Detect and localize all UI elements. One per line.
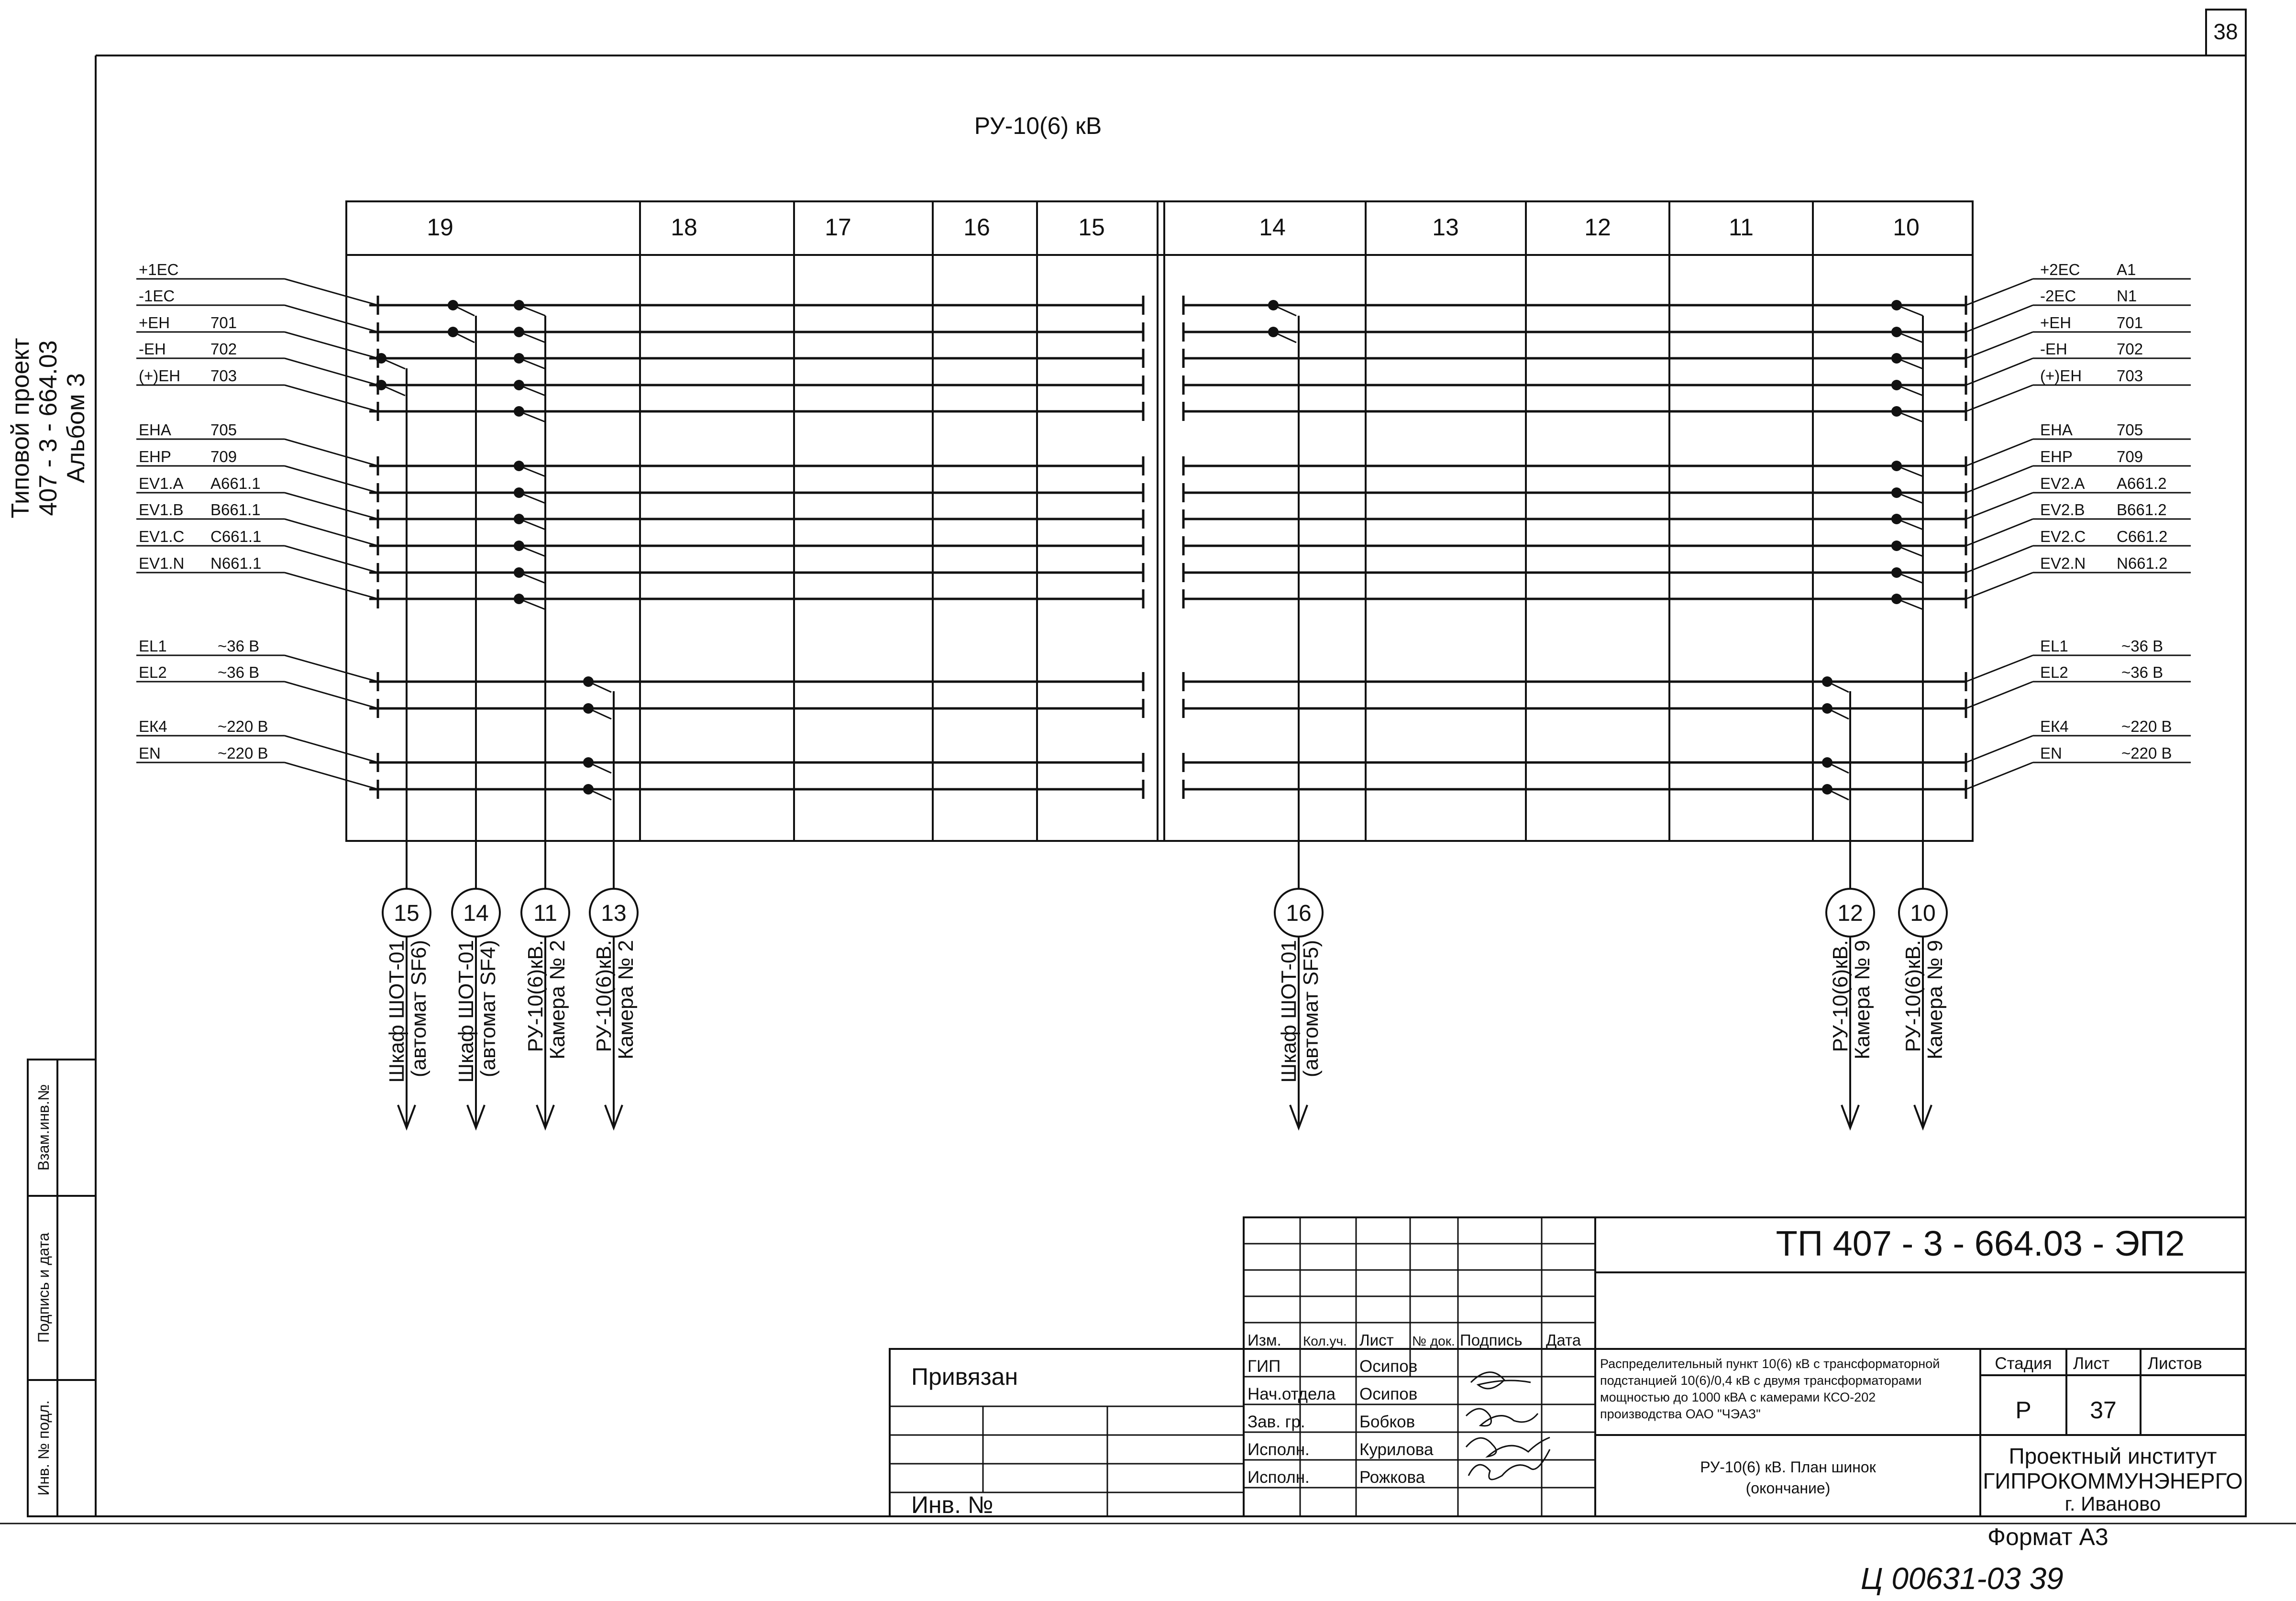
cable-label-line2: Камера № 2: [614, 940, 638, 1060]
tap-link: [588, 682, 611, 692]
bus-mark-left: ~220 В: [218, 744, 268, 762]
bus-leader-left: [285, 519, 378, 546]
bus-leader-left: [285, 493, 378, 519]
bus-leader-right: [1966, 305, 2033, 332]
bus-name-left: ЕНР: [139, 448, 171, 465]
signer-role-1: ГИП: [1247, 1357, 1281, 1376]
tap-link: [519, 599, 545, 609]
tap-link: [1827, 682, 1849, 692]
tap-link: [519, 305, 545, 316]
panel-number-14: 14: [1259, 214, 1286, 241]
bus-mark-left: A661.1: [210, 475, 261, 492]
bus-name-left: +1ЕС: [139, 261, 179, 278]
tap-link: [519, 385, 545, 396]
panel-number-15: 15: [1078, 214, 1105, 241]
tap-link: [1897, 305, 1923, 316]
panel-number-12: 12: [1584, 214, 1611, 241]
sheet-frame: [0, 10, 2296, 1524]
replaced-inv-cell: Взам.инв.№: [35, 1084, 52, 1171]
header-signature: Подпись: [1460, 1331, 1523, 1349]
bus-mark-right: 705: [2117, 421, 2143, 439]
tap-link: [519, 466, 545, 476]
tap-link: [1897, 573, 1923, 583]
signer-role-5: Исполн.: [1247, 1468, 1310, 1487]
bus-mark-left: C661.1: [210, 528, 262, 545]
bus-name-left: -ЕН: [139, 340, 166, 358]
bus-name-right: ЕN: [2040, 744, 2062, 762]
cable-label-line2: (автомат SF6): [407, 940, 430, 1078]
tap-link: [519, 332, 545, 342]
bus-name-left: EL1: [139, 637, 167, 655]
bus-mark-left: 702: [210, 340, 237, 358]
tap-link: [519, 573, 545, 583]
cable-label-line1: РУ-10(6)кВ.: [524, 940, 547, 1052]
bus-mark-left: 709: [210, 448, 237, 465]
org-line-2: ГИПРОКОММУНЭНЕРГО: [1983, 1469, 2243, 1493]
bus-name-right: +2ЕС: [2040, 261, 2080, 278]
inv-number-label: Инв. №: [911, 1491, 993, 1518]
bus-leader-right: [1966, 573, 2033, 599]
bus-mark-left: ~220 В: [218, 718, 268, 735]
bus-leader-right: [1966, 493, 2033, 519]
tap-link: [1827, 789, 1849, 800]
panel-number-19: 19: [427, 214, 453, 241]
tap-link: [1897, 493, 1923, 503]
bus-leader-left: [285, 736, 378, 762]
panel-number-11: 11: [1729, 214, 1754, 241]
sheets-label: Листов: [2148, 1354, 2202, 1373]
tap-link: [519, 519, 545, 530]
bus-mark-right: N661.2: [2117, 554, 2168, 572]
panel-number-10: 10: [1893, 214, 1920, 241]
signer-name-3: Бобков: [1359, 1413, 1415, 1431]
bound-label: Привязан: [911, 1363, 1018, 1390]
bus-mark-right: 702: [2117, 340, 2143, 358]
sheet-title-line-2: (окончание): [1745, 1480, 1831, 1497]
bus-leader-left: [285, 439, 378, 466]
bus-mark-right: B661.2: [2117, 501, 2167, 519]
bus-leader-left: [285, 655, 378, 682]
format-label: Формат А3: [1987, 1524, 2108, 1550]
bus-name-right: ЕНР: [2040, 448, 2073, 465]
bus-mark-right: ~220 В: [2121, 744, 2172, 762]
bus-leader-right: [1966, 332, 2033, 358]
tap-link: [1897, 466, 1923, 476]
tap-link: [1273, 305, 1296, 316]
tap-link: [1897, 332, 1923, 342]
bus-mark-right: C661.2: [2117, 528, 2168, 545]
bus-leader-left: [285, 546, 378, 573]
bus-mark-left: ~36 В: [218, 663, 260, 681]
tap-link: [1897, 411, 1923, 422]
tap-link: [519, 493, 545, 503]
cable-label-line2: Камера № 9: [1851, 940, 1874, 1060]
bus-leader-right: [1966, 519, 2033, 546]
cable-label-line2: Камера № 9: [1923, 940, 1947, 1060]
bus-mark-left: 705: [210, 421, 237, 439]
tap-link: [1897, 599, 1923, 609]
bus-leader-left: [285, 279, 378, 305]
bus-mark-right: ~220 В: [2121, 718, 2172, 735]
bus-name-left: EV1.B: [139, 501, 184, 519]
bus-leader-left: [285, 358, 378, 385]
bus-leader-left: [285, 466, 378, 493]
org-line-3: г. Иваново: [2064, 1492, 2161, 1515]
tap-link: [1827, 762, 1849, 773]
description-line-4: производства ОАО "ЧЭАЗ": [1600, 1407, 1761, 1421]
cable-label-line2: (автомат SF4): [476, 940, 500, 1078]
bus-leader-right: [1966, 546, 2033, 573]
bus-leader-right: [1966, 385, 2033, 411]
cable-label-line1: Шкаф ШОТ-01: [1277, 940, 1301, 1083]
archive-number: Ц 00631-03 39: [1861, 1561, 2064, 1596]
bus-name-right: EV2.C: [2040, 528, 2086, 545]
page-number: 38: [2213, 19, 2238, 44]
bus-labels: [139, 261, 2172, 762]
signature-marks: [1466, 1372, 1550, 1480]
org-line-1: Проектный институт: [2009, 1444, 2217, 1469]
panel-board: [346, 201, 1973, 841]
bus-mark-right: 709: [2117, 448, 2143, 465]
cable-label-line2: (автомат SF5): [1299, 940, 1323, 1078]
bus-mark-left: 701: [210, 314, 237, 331]
cable-label-line1: Шкаф ШОТ-01: [385, 940, 408, 1083]
header-date: Дата: [1546, 1331, 1581, 1349]
tap-link: [1897, 546, 1923, 556]
signer-name-5: Рожкова: [1359, 1468, 1425, 1487]
panel-number-13: 13: [1432, 214, 1459, 241]
bus-leader-right: [1966, 682, 2033, 708]
bus-leader-right: [1966, 466, 2033, 493]
bus-leader-left: [285, 332, 378, 358]
bus-taps: [376, 300, 1923, 800]
bus-name-right: EL2: [2040, 663, 2068, 681]
tap-link: [381, 358, 405, 369]
tap-link: [588, 789, 611, 800]
bus-name-left: EV1.C: [139, 528, 185, 545]
tap-link: [381, 385, 405, 396]
cable-label-line1: РУ-10(6)кВ.: [1901, 940, 1925, 1052]
inv-original-cell: Инв. № подл.: [35, 1400, 52, 1496]
tap-link: [519, 546, 545, 556]
cable-number-10: 10: [1910, 901, 1936, 926]
project-type-label: Типовой проект: [7, 338, 34, 519]
tap-link: [1897, 519, 1923, 530]
description-line-3: мощностью до 1000 кВА с камерами КСО-202: [1600, 1390, 1876, 1404]
bus-name-left: EV1.N: [139, 554, 185, 572]
sheet-title-line-1: РУ-10(6) кВ. План шинок: [1700, 1458, 1876, 1476]
tap-link: [1897, 385, 1923, 396]
bus-mark-right: ~36 В: [2121, 663, 2164, 681]
panel-number-18: 18: [671, 214, 697, 241]
diagram-title: РУ-10(6) кВ: [974, 112, 1102, 139]
cable-label-line1: РУ-10(6)кВ.: [1829, 940, 1852, 1052]
header-count: Кол.уч.: [1303, 1334, 1347, 1348]
side-stamp: [7, 338, 96, 1516]
bus-name-right: ЕК4: [2040, 718, 2069, 735]
cable-number-15: 15: [394, 901, 419, 926]
bus-mark-right: 701: [2117, 314, 2143, 331]
cable-label-line2: Камера № 2: [546, 940, 569, 1060]
tap-link: [519, 358, 545, 369]
bus-name-right: EL1: [2040, 637, 2068, 655]
bus-leader-left: [285, 762, 378, 789]
cable-number-16: 16: [1286, 901, 1312, 926]
header-sheet: Лист: [1359, 1331, 1394, 1349]
title-block: [890, 1217, 2246, 1596]
bus-name-right: EV2.A: [2040, 475, 2085, 492]
description-line-2: подстанцией 10(6)/0,4 кВ с двумя трансформаторами: [1600, 1373, 1922, 1388]
bus-name-right: EV2.B: [2040, 501, 2085, 519]
bus-name-left: ЕN: [139, 744, 161, 762]
bus-name-left: ЕК4: [139, 718, 167, 735]
bus-name-right: +ЕН: [2040, 314, 2072, 331]
panel-dividers: [640, 201, 1813, 841]
header-change: Изм.: [1247, 1331, 1281, 1349]
bus-leader-right: [1966, 279, 2033, 305]
panel-labels: [427, 214, 1920, 241]
signer-name-1: Осипов: [1359, 1357, 1418, 1376]
tap-link: [1827, 708, 1849, 719]
sheet-label: Лист: [2073, 1354, 2110, 1373]
bus-name-right: EV2.N: [2040, 554, 2086, 572]
bus-name-left: ЕНА: [139, 421, 171, 439]
cable-number-14: 14: [463, 901, 489, 926]
designation-code: ТП 407 - 3 - 664.03 - ЭП2: [1776, 1224, 2185, 1263]
bus-name-left: +ЕН: [139, 314, 170, 331]
bus-name-right: -2ЕС: [2040, 287, 2076, 305]
bus-mark-left: N661.1: [210, 554, 262, 572]
bus-mark-right: A1: [2117, 261, 2136, 278]
bus-leader-right: [1966, 655, 2033, 682]
bus-name-right: ЕНА: [2040, 421, 2073, 439]
signature-date-cell: Подпись и дата: [35, 1232, 52, 1343]
bus-name-right: -ЕН: [2040, 340, 2067, 358]
stage-value: Р: [2015, 1397, 2031, 1424]
signer-role-3: Зав. гр.: [1247, 1413, 1305, 1431]
tap-link: [453, 305, 475, 316]
signer-name-2: Осипов: [1359, 1385, 1418, 1403]
bus-mark-right: A661.2: [2117, 475, 2167, 492]
project-number-label: 407 - 3 - 664.03: [34, 340, 62, 516]
signer-name-4: Курилова: [1359, 1440, 1434, 1459]
bus-mark-right: N1: [2117, 287, 2137, 305]
cable-number-11: 11: [533, 901, 557, 926]
cable-label-line1: РУ-10(6)кВ.: [592, 940, 616, 1052]
panel-number-17: 17: [825, 214, 851, 241]
bus-mark-left: 703: [210, 367, 237, 385]
bus-leader-left: [285, 305, 378, 332]
description-line-1: Распределительный пункт 10(6) кВ с трансформаторной: [1600, 1357, 1940, 1371]
signer-role-2: Нач.отдела: [1247, 1385, 1336, 1403]
bus-mark-right: 703: [2117, 367, 2143, 385]
bus-leader-right: [1966, 358, 2033, 385]
bus-leader-right: [1966, 736, 2033, 762]
panel-number-16: 16: [963, 214, 990, 241]
tap-link: [588, 708, 611, 719]
header-doc: № док.: [1412, 1334, 1455, 1348]
album-label: Альбом 3: [62, 373, 90, 483]
bus-mark-right: ~36 В: [2121, 637, 2164, 655]
bus-leader-right: [1966, 439, 2033, 466]
sheet-value: 37: [2090, 1397, 2117, 1424]
bus-leader-left: [285, 682, 378, 708]
bus-mark-left: ~36 В: [218, 637, 260, 655]
bus-leader-right: [1966, 762, 2033, 789]
tap-link: [1273, 332, 1296, 342]
bus-name-right: (+)ЕН: [2040, 367, 2082, 385]
bus-leader-left: [285, 573, 378, 599]
cable-number-13: 13: [601, 901, 627, 926]
bus-mark-left: B661.1: [210, 501, 261, 519]
tap-link: [519, 411, 545, 422]
bus-leader-left: [285, 385, 378, 411]
bus-name-left: EL2: [139, 663, 167, 681]
cable-label-line1: Шкаф ШОТ-01: [454, 940, 478, 1083]
cable-number-12: 12: [1837, 901, 1863, 926]
signer-role-4: Исполн.: [1247, 1440, 1310, 1459]
tap-link: [588, 762, 611, 773]
stage-label: Стадия: [1995, 1354, 2052, 1373]
tap-link: [453, 332, 475, 342]
bus-name-left: (+)ЕН: [139, 367, 181, 385]
tap-link: [1897, 358, 1923, 369]
bus-name-left: -1ЕС: [139, 287, 175, 305]
bus-name-left: EV1.A: [139, 475, 184, 492]
